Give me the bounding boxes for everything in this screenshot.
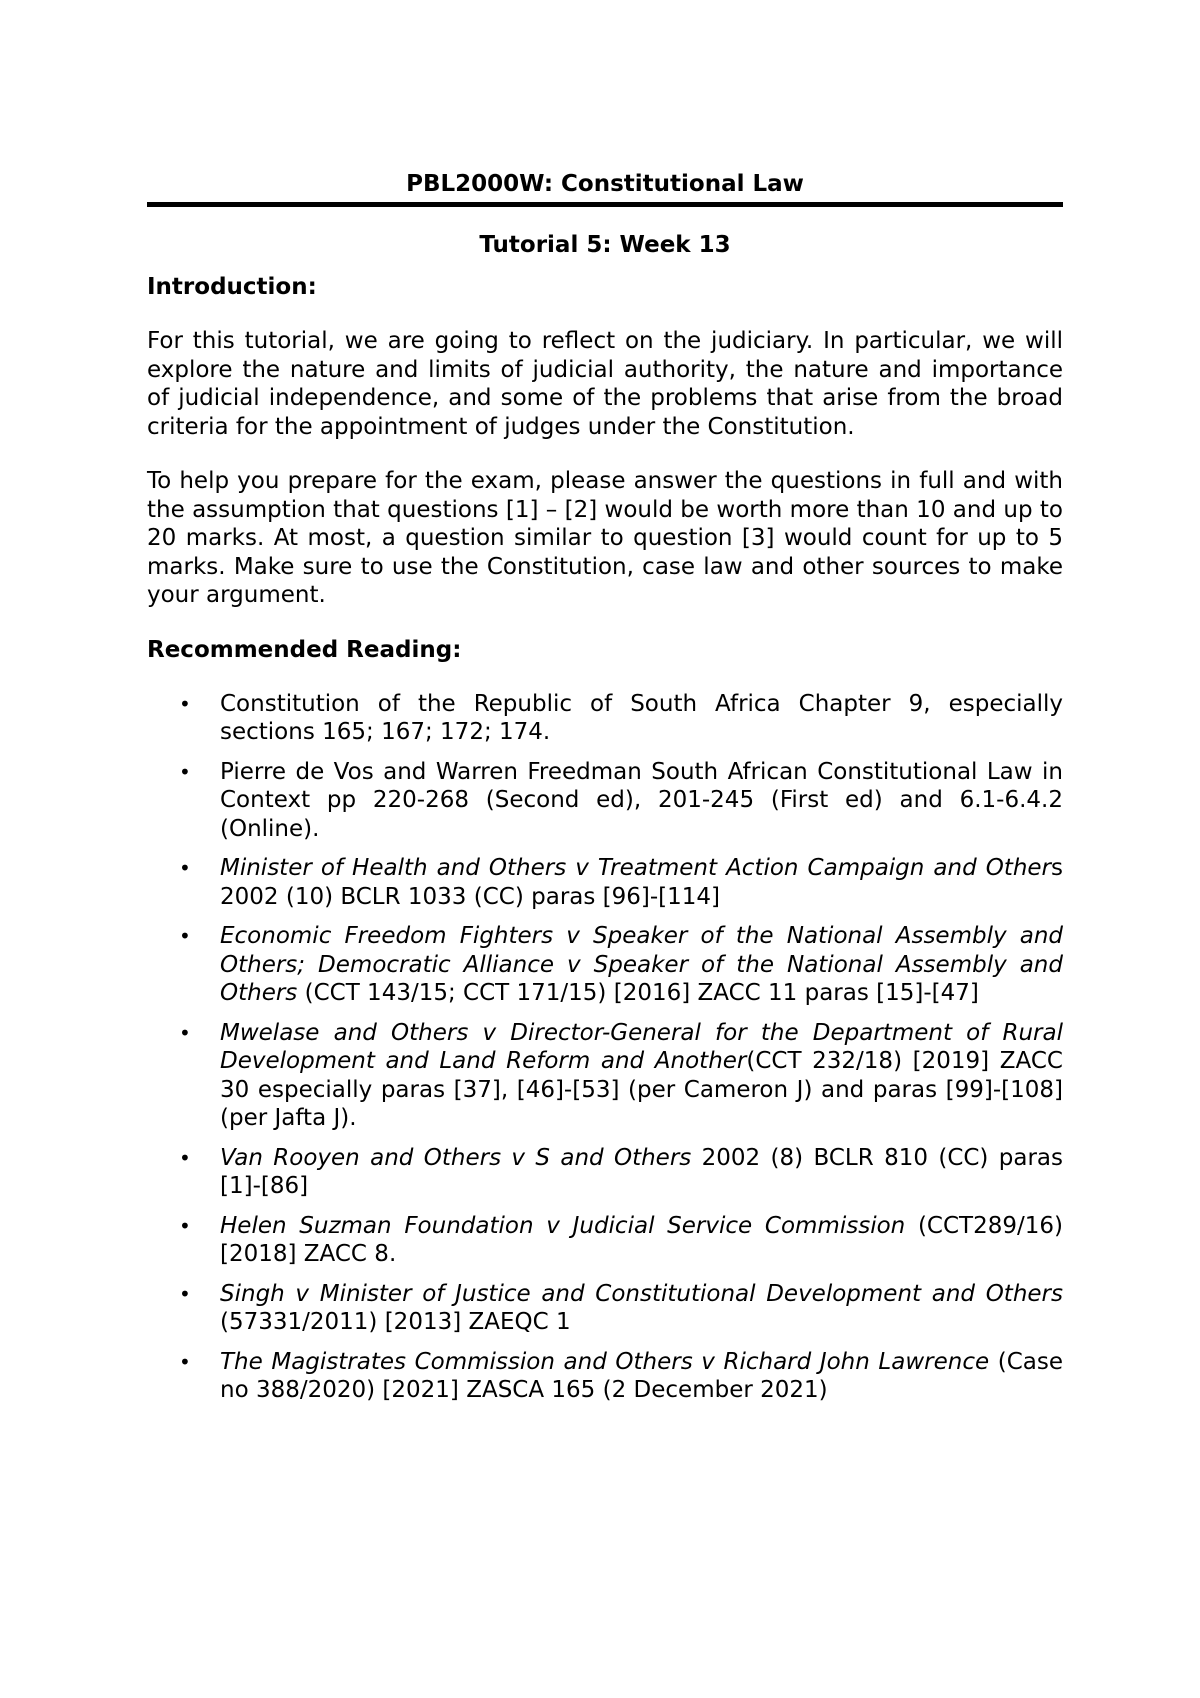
bullet-icon: •: [179, 691, 191, 716]
course-title: PBL2000W: Constitutional Law: [406, 171, 804, 197]
bullet-icon: •: [179, 856, 191, 880]
bullet-icon: •: [179, 759, 191, 784]
case-name: The Magistrates Commission and Others v Richard John Lawrence: [220, 1348, 990, 1375]
reading-item: [147, 922, 1063, 1008]
introduction-heading: Introduction:: [147, 274, 317, 300]
title-divider: [147, 202, 1063, 207]
bullet-icon: •: [179, 1020, 191, 1045]
case-name: Van Rooyen and Others v S and Others: [220, 1144, 692, 1171]
reading-item: [147, 1280, 1063, 1337]
introduction-paragraph-1: For this tutorial, we are going to reflect on the judiciary. In particular, we will explore the nature and limits of judicial authority, the nature and importance of judicial independence, and some of the problems that arise from the broad criteria for the appointment of judges under the Constitution.: [147, 328, 1063, 440]
bullet-icon: •: [179, 1281, 191, 1306]
citation: (CCT 232/18) [2019] ZACC 30 especially paras [37], [46]-[53] (per Cameron J) and paras [99]-[108] (per Jafta J).: [220, 1048, 1063, 1131]
document-page: [147, 170, 1063, 1416]
citation: Constitution of the Republic of South Africa Chapter 9, especially sections 165; 167; 172; 174.: [220, 690, 1063, 745]
bullet-icon: •: [179, 1145, 191, 1170]
citation: (CCT289/16) [2018] ZACC 8.: [220, 1212, 1063, 1267]
citation: (CCT 143/15; CCT 171/15) [2016] ZACC 11 paras [15]-[47]: [297, 980, 979, 1006]
citation: s 2002 (10) BCLR 1033 (CC) paras [96]-[114]: [220, 855, 1063, 910]
citation: Pierre de Vos and Warren Freedman South African Constitutional Law in Context pp 220-268 (Second ed), 201-245 (First ed) and 6.1-6.4.2 (Online).: [220, 758, 1063, 842]
case-name: Minister of Health and Others v Treatment Action Campaign and Other: [220, 855, 1052, 881]
citation: (57331/2011) [2013] ZAEQC 1: [220, 1309, 571, 1335]
bullet-icon: •: [179, 1213, 191, 1238]
reading-item: [147, 1212, 1063, 1269]
citation: (Case no 388/2020) [2021] ZASCA 165 (2 December 2021): [220, 1348, 1063, 1403]
case-name: Mwelase and Others v Director-General for the Department of Rural Development and Land Reform and Another: [220, 1019, 1063, 1074]
bullet-icon: •: [179, 924, 191, 948]
reading-item: [147, 854, 1063, 911]
tutorial-title: Tutorial 5: Week 13: [479, 232, 731, 258]
reading-item: [147, 690, 1063, 747]
case-name: Helen Suzman Foundation v Judicial Service Commission: [220, 1212, 906, 1239]
introduction-paragraph-2: To help you prepare for the exam, please answer the questions in full and with the assumption that questions [1] – [2] would be worth more than 10 and up to 20 marks. At most, a question similar to question [3] would count for up to 5 marks. Make sure to use the Constitution, case law and other sources to make your argument.: [147, 468, 1063, 608]
bullet-icon: •: [179, 1349, 191, 1374]
citation: 2002 (8) BCLR 810 (CC) paras [1]-[86]: [220, 1144, 1063, 1199]
reading-item: [147, 758, 1063, 844]
reading-list: [147, 690, 1063, 1405]
recommended-reading-heading: Recommended Reading:: [147, 636, 462, 663]
case-name: Economic Freedom Fighters v Speaker of the National Assembly and Others; Democratic Alliance v Speaker of the National Assembly and Others: [220, 923, 1063, 1006]
reading-item: [147, 1144, 1063, 1201]
reading-item: [147, 1348, 1063, 1405]
case-name: Singh v Minister of Justice and Constitutional Development and Others: [220, 1280, 1063, 1307]
reading-item: [147, 1019, 1063, 1133]
